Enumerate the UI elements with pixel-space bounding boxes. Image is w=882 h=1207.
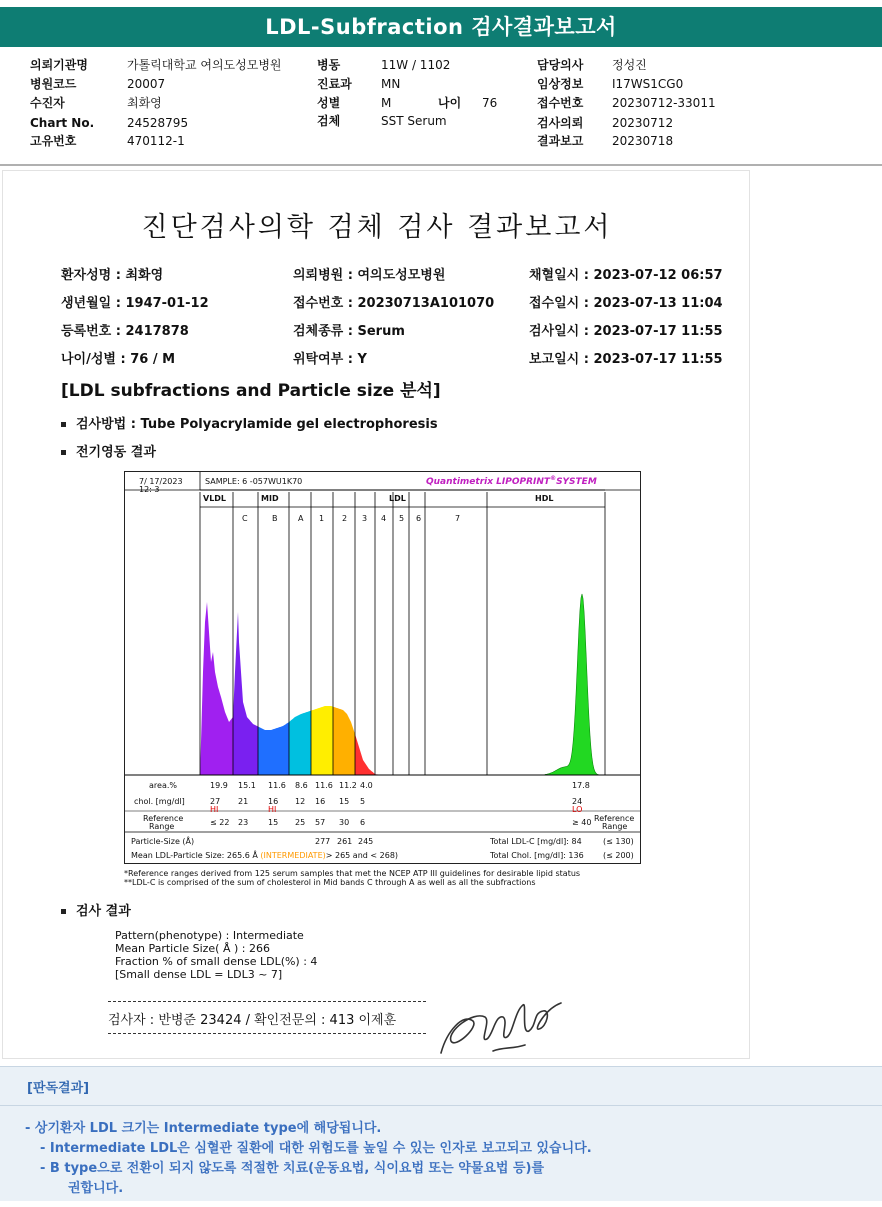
area-value: 4.0 xyxy=(360,781,373,790)
area-value: 17.8 xyxy=(572,781,590,790)
particle-size-value: 277 xyxy=(315,837,331,846)
area-value: 8.6 xyxy=(295,781,308,790)
header-label: 검사의뢰 xyxy=(537,116,584,130)
chol-value: 24 xyxy=(572,797,583,806)
group-label: VLDL xyxy=(203,494,227,503)
chol-label: chol. [mg/dl] xyxy=(134,797,185,806)
divider xyxy=(108,1033,426,1034)
group-label: LDL xyxy=(389,494,406,503)
band-label: 3 xyxy=(362,514,368,523)
particle-size-value: 261 xyxy=(337,837,353,846)
ref-value: 15 xyxy=(268,818,279,827)
mean-size-range: > 265 and < 268) xyxy=(325,851,399,860)
band-ldl1 xyxy=(311,706,333,775)
header-label: 담당의사 xyxy=(537,58,584,72)
ref-value: 23 xyxy=(238,818,249,827)
header-label: 병동 xyxy=(317,58,341,72)
band-mid-c xyxy=(233,612,258,775)
chol-value: 16 xyxy=(315,797,326,806)
chart-date: 7/ 17/2023 xyxy=(139,477,183,486)
result-lines xyxy=(115,929,317,981)
header-value: 최화영 xyxy=(127,96,162,110)
flag-value: HI xyxy=(210,805,219,814)
header-value: SST Serum xyxy=(381,114,447,128)
ref-label-right: Reference xyxy=(594,814,635,823)
chol-value: 12 xyxy=(295,797,306,806)
ref-value: 57 xyxy=(315,818,326,827)
method-line xyxy=(61,413,438,432)
ref-value: 25 xyxy=(295,818,306,827)
particle-size-value: 245 xyxy=(358,837,374,846)
chol-value: 16 xyxy=(268,797,279,806)
result-line: [Small dense LDL = LDL3 ~ 7] xyxy=(115,968,283,981)
info-collect-time: 채혈일시 : 2023-07-12 06:57 xyxy=(529,268,723,283)
info-hospital: 의뢰병원 : 여의도성모병원 xyxy=(293,268,446,283)
info-report-time: 보고일시 : 2023-07-17 11:55 xyxy=(529,352,723,367)
chol-value: 21 xyxy=(238,797,249,806)
info-patient-name: 환자성명 : 최화영 xyxy=(61,268,164,283)
section-title: [LDL subfractions and Particle size 분석] xyxy=(61,381,441,401)
area-value: 19.9 xyxy=(210,781,228,790)
info-referral: 위탁여부 : Y xyxy=(293,352,367,367)
ref-label: Range xyxy=(149,822,175,831)
total-ldl: Total LDL-C [mg/dl]: 84 xyxy=(490,837,582,846)
band-label: 1 xyxy=(319,514,325,523)
band-label: 4 xyxy=(381,514,387,523)
ref-value: ≤ 22 xyxy=(210,818,230,827)
header-label: 병원코드 xyxy=(30,77,77,91)
band-label: A xyxy=(298,514,304,523)
header-label: 고유번호 xyxy=(30,134,77,148)
header-label: 결과보고 xyxy=(537,134,584,148)
header-label: 수진자 xyxy=(30,96,65,110)
flag-value: HI xyxy=(268,805,277,814)
band-label: 5 xyxy=(399,514,405,523)
area-value: 11.6 xyxy=(268,781,286,790)
group-label: MID xyxy=(261,494,279,503)
header-value: 24528795 xyxy=(127,116,189,130)
total-chol-ref: (≤ 200) xyxy=(603,851,634,860)
result-title: 검사 결과 xyxy=(76,904,131,919)
header-label: 진료과 xyxy=(317,77,352,91)
judgement-panel xyxy=(0,1066,882,1201)
chart-brand xyxy=(426,475,597,487)
ref-label: Reference xyxy=(143,814,184,823)
band-label: C xyxy=(242,514,248,523)
header-value: 470112-1 xyxy=(127,134,185,148)
electro-title: 전기영동 결과 xyxy=(76,445,156,460)
info-registration: 등록번호 : 2417878 xyxy=(61,324,189,339)
electrophoresis-svg xyxy=(125,472,641,864)
header-value: M xyxy=(381,96,392,110)
brand-name: Quantimetrix LIPOPRINT xyxy=(426,477,551,487)
chol-value: 5 xyxy=(360,797,366,806)
result-line: Pattern(phenotype) : Intermediate xyxy=(115,929,304,942)
age-value: 76 xyxy=(482,96,498,110)
info-receipt-time: 접수일시 : 2023-07-13 11:04 xyxy=(529,296,723,311)
ref-value: 6 xyxy=(360,818,366,827)
judgement-line: - Intermediate LDL은 심혈관 질환에 대한 위험도를 높일 수 있는 인자로 보고되고 있습니다. xyxy=(40,1141,592,1156)
header-label: 검체 xyxy=(317,114,341,128)
band-label: B xyxy=(272,514,278,523)
header-label: 성별 xyxy=(317,96,341,110)
header-label: 접수번호 xyxy=(537,96,584,110)
chol-value: 27 xyxy=(210,797,221,806)
result-line: Mean Particle Size( Å ) : 266 xyxy=(115,942,270,955)
brand-mark: ® xyxy=(550,475,557,482)
method-text: 검사방법 : Tube Polyacrylamide gel electrophoresis xyxy=(76,417,438,432)
divider xyxy=(108,1001,426,1002)
ref-value: 30 xyxy=(339,818,350,827)
bullet-icon xyxy=(61,422,66,427)
band-vldl xyxy=(200,602,233,775)
judgement-title: [판독결과] xyxy=(27,1081,90,1096)
divider xyxy=(0,1105,882,1106)
result-line: Fraction % of small dense LDL(%) : 4 xyxy=(115,955,318,968)
bullet-icon xyxy=(61,909,66,914)
mean-size-label: Mean LDL-Particle Size: 265.6 Å xyxy=(131,851,258,860)
result-heading xyxy=(61,900,131,919)
header-value: 정성진 xyxy=(612,58,647,72)
band-ldl3 xyxy=(355,734,375,775)
header-value: 20230712 xyxy=(612,116,674,130)
header-value: 11W / 1102 xyxy=(381,58,451,72)
area-label: area.% xyxy=(149,781,177,790)
mean-size-class: (INTERMEDIATE) xyxy=(260,851,326,860)
area-value: 11.6 xyxy=(315,781,333,790)
band-ldl2 xyxy=(333,707,355,775)
chart-sample: SAMPLE: 6 -057WU1K70 xyxy=(205,477,303,486)
judgement-line: 권합니다. xyxy=(68,1181,124,1196)
info-accession: 접수번호 : 20230713A101070 xyxy=(293,296,495,311)
info-birth: 생년월일 : 1947-01-12 xyxy=(61,296,209,311)
particle-size-label: Particle-Size (Å) xyxy=(131,837,195,846)
chart-time: 12: 3 xyxy=(139,485,160,494)
info-specimen: 검체종류 : Serum xyxy=(293,324,405,339)
band-hdl xyxy=(545,594,600,775)
footnote: *Reference ranges derived from 125 serum samples that met the NCEP ATP III guidelines for desirable lipid status xyxy=(124,869,581,878)
age-label: 나이 xyxy=(438,96,462,110)
judgement-line: - B type으로 전환이 되지 않도록 적절한 치료(운동요법, 식이요법 또는 약물요법 등)를 xyxy=(40,1161,545,1176)
footnote: **LDL-C is comprised of the sum of cholesterol in Mid bands C through A as well as all the subfractions xyxy=(124,878,536,887)
electrophoresis-chart xyxy=(124,471,641,864)
info-test-time: 검사일시 : 2023-07-17 11:55 xyxy=(529,324,723,339)
area-value: 11.2 xyxy=(339,781,357,790)
report-sheet xyxy=(2,170,750,1059)
header-value: MN xyxy=(381,77,401,91)
banner-title: LDL-Subfraction 검사결과보고서 xyxy=(0,7,882,47)
signoff: 검사자 : 반병준 23424 / 확인전문의 : 413 이제훈 xyxy=(108,1013,397,1028)
ref-value: ≥ 40 xyxy=(572,818,592,827)
header-value: 20230718 xyxy=(612,134,674,148)
header-label: 의뢰기관명 xyxy=(30,58,88,72)
report-title: 진단검사의학 검체 검사 결과보고서 xyxy=(141,212,613,243)
flag-value: LO xyxy=(572,805,583,814)
header-value: I17WS1CG0 xyxy=(612,77,684,91)
patient-header xyxy=(0,52,882,166)
signature-image xyxy=(433,991,568,1061)
band-mid-a xyxy=(289,711,311,775)
chol-value: 15 xyxy=(339,797,350,806)
electro-heading xyxy=(61,441,156,460)
header-value: 가톨릭대학교 여의도성모병원 xyxy=(127,58,282,72)
header-label: 임상정보 xyxy=(537,77,584,91)
mean-size xyxy=(131,851,398,861)
area-value: 15.1 xyxy=(238,781,256,790)
judgement-line: - 상기환자 LDL 크기는 Intermediate type에 해당됩니다. xyxy=(25,1121,382,1136)
header-label: Chart No. xyxy=(30,116,95,130)
info-age-sex: 나이/성별 : 76 / M xyxy=(61,352,176,367)
band-mid-b xyxy=(258,722,289,775)
total-chol: Total Chol. [mg/dl]: 136 xyxy=(490,851,584,860)
band-label: 6 xyxy=(416,514,422,523)
total-ldl-ref: (≤ 130) xyxy=(603,837,634,846)
band-label: 2 xyxy=(342,514,348,523)
group-label: HDL xyxy=(535,494,554,503)
ref-label-right: Range xyxy=(602,822,628,831)
header-value: 20007 xyxy=(127,77,166,91)
bullet-icon xyxy=(61,450,66,455)
brand-tail: SYSTEM xyxy=(556,477,597,487)
header-value: 20230712-33011 xyxy=(612,96,716,110)
band-label: 7 xyxy=(455,514,461,523)
